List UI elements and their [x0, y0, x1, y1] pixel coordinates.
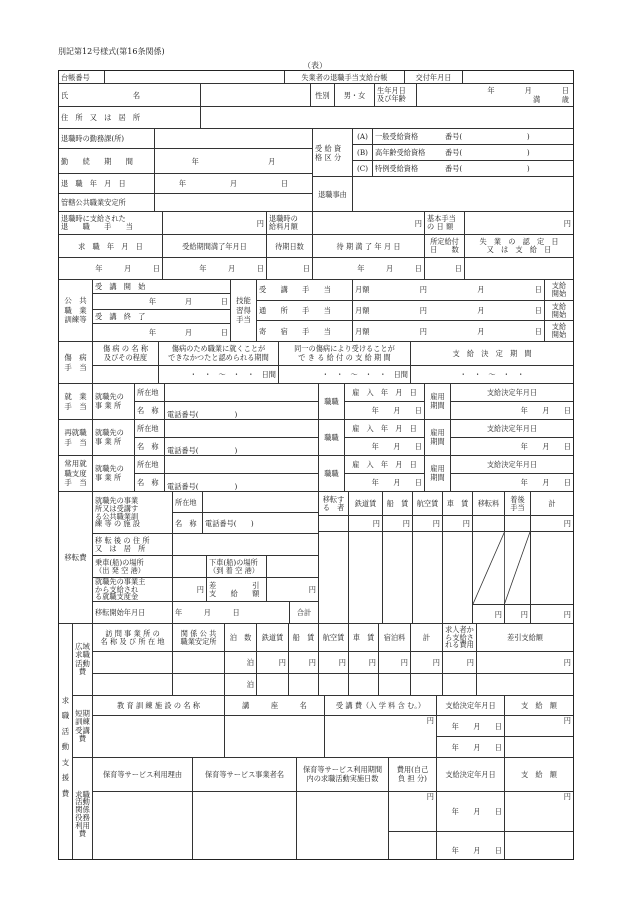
move-total-label: 合計	[296, 608, 312, 617]
training-start-label: 受 講 開 始	[93, 280, 230, 294]
recognition-date-header: 失 業 の 認 定 日 又 は 支 給 日	[479, 236, 559, 254]
qual-a-label: 一般受給資格	[375, 132, 419, 141]
short-col-decide: 支給決定年月日	[437, 696, 505, 715]
commute-allowance-label: 通 所 手 当	[257, 301, 353, 321]
move-ship-blank	[383, 532, 413, 623]
emp3-location-label: 所在地	[135, 456, 165, 473]
wide-office-field-2[interactable]	[173, 674, 225, 695]
move-new-address-field[interactable]	[173, 534, 318, 555]
move-col-arrival: 着後 手当	[505, 492, 531, 515]
short-decide-field-1[interactable]: 年 月 日	[437, 716, 504, 737]
row-name	[59, 84, 573, 107]
qual-a-number: 番号( )	[445, 132, 530, 141]
short-amount-field-2[interactable]	[505, 737, 573, 757]
move-col-ship: 船 賃	[383, 492, 413, 515]
sex-label: 性別	[311, 84, 335, 106]
care-provider-field[interactable]	[193, 792, 297, 860]
same-injury-field[interactable]: ・ ・ ～ ・ ・ 日間	[279, 366, 411, 383]
office-label: 管轄公共職業安定所	[59, 194, 155, 211]
emp3-decide-label: 支給決定年月日	[451, 456, 573, 474]
move-rail-blank	[349, 532, 383, 623]
lecture-pay-start: 支給 開始	[551, 280, 567, 298]
lodging-allowance-label: 寄 宿 手 当	[257, 321, 353, 341]
recognition-date-field[interactable]	[465, 258, 573, 279]
training-row-commute	[257, 301, 573, 322]
short-amount-field-1[interactable]: 円	[505, 716, 573, 737]
benefit-days-field[interactable]: 日	[425, 258, 465, 279]
base-yen-unit: 円	[563, 218, 571, 228]
section-moving-expenses	[59, 492, 573, 624]
move-fee-field[interactable]: 円	[473, 605, 505, 623]
reason-field[interactable]	[353, 177, 573, 211]
emp2-hire-period: 雇用 期間	[425, 420, 451, 455]
skill-allowance-label: 技能 習得 手当	[231, 280, 257, 341]
lodging-pay-start: 支給 開始	[551, 322, 567, 340]
lecture-yen: 円	[419, 285, 427, 295]
subsection-care-services	[73, 758, 573, 860]
move-board-label: 乗車(船)の場所 （出 発 空 港）	[93, 556, 173, 577]
move-alight-field[interactable]	[267, 556, 318, 577]
emp3-decide-field[interactable]: 年 月 日	[520, 478, 571, 487]
qual-a-mark: (A)	[353, 129, 373, 144]
wide-nights-field-2[interactable]: 泊	[225, 674, 257, 695]
move-mover-field[interactable]	[319, 516, 349, 531]
care-col-amount: 支 給 額	[521, 770, 557, 779]
lecture-allowance-label: 受 講 手 当	[257, 280, 353, 300]
waiting-days-field[interactable]: 日	[267, 258, 313, 279]
emp2-hire-date-field[interactable]: 年 月 日	[371, 442, 422, 451]
emp3-workplace-label: 就職先の 事 業 所	[93, 456, 135, 491]
wide-col-nights: 泊 数	[225, 624, 257, 651]
emp1-location-label: 所在地	[135, 384, 165, 401]
base-daily-field[interactable]	[465, 212, 573, 234]
training-end-field[interactable]: 年 月 日	[148, 328, 228, 337]
care-col-decide: 支給決定年月日	[437, 758, 505, 791]
commute-month: 月	[477, 306, 485, 315]
move-air-field[interactable]: 円	[413, 516, 443, 531]
retire-date-label: 退 職 年 月 日	[59, 174, 155, 193]
emp2-hire-label: 職職	[319, 420, 345, 455]
training-end-label: 受 講 終 了	[93, 310, 230, 324]
side-label: （表）	[303, 61, 327, 70]
move-col-air: 航空賃	[413, 492, 443, 515]
paid-allowance-field[interactable]	[163, 212, 267, 234]
sex-field[interactable]: 男・女	[335, 84, 375, 106]
training-start-field[interactable]: 年 月 日	[93, 294, 230, 310]
issue-date-field[interactable]	[463, 71, 573, 83]
qual-b-number: 番号( )	[445, 148, 530, 157]
wide-col-total: 計	[411, 624, 443, 651]
wide-employer-field-2[interactable]	[443, 674, 477, 695]
age-unit: 満 歳	[533, 95, 569, 104]
care-amount-field-2[interactable]	[505, 832, 573, 861]
wide-col-net: 差引支給額	[507, 633, 543, 642]
moving-expenses-label: 移転費	[59, 492, 93, 623]
move-mover-blank	[319, 532, 349, 623]
section-employment-allowance	[59, 384, 573, 420]
wide-nights-field-1[interactable]: 泊	[225, 652, 257, 673]
emp3-hire-label: 職職	[319, 456, 345, 491]
wide-office-field-1[interactable]	[173, 652, 225, 673]
emp3-hire-date-field[interactable]: 年 月 日	[371, 478, 422, 487]
move-deduct-field[interactable]: 円	[308, 585, 316, 594]
office-field[interactable]	[155, 194, 312, 211]
move-ship-field[interactable]: 円	[383, 516, 413, 531]
claim-date-header: 求 職 年 月 日	[59, 235, 163, 257]
emp1-name-label: 名 称	[135, 402, 165, 419]
short-col-amount: 支 給 額	[521, 701, 557, 710]
wide-col-lodging: 宿泊料	[379, 624, 411, 651]
service-label: 勤 続 期 間	[59, 149, 155, 173]
base-daily-label: 基本手当 の 日 額	[425, 212, 465, 234]
move-alight-label: 下車(船)の場所 （到 着 空 港）	[207, 556, 267, 577]
move-air-blank	[413, 532, 443, 623]
employment-allowance-label: 就 業 手 当	[59, 384, 93, 419]
wide-net-field-2[interactable]	[477, 674, 573, 695]
move-fee-top	[473, 516, 505, 531]
emp1-decide-label: 支給決定年月日	[451, 384, 573, 402]
retirement-allowance-ledger-form	[58, 70, 574, 860]
wide-col-visit: 訪 問 事 業 所 の 名 称 及 び 所 在 地	[93, 624, 173, 651]
care-col-days: 保育等サービス利用期間 内の求職活動実施日数	[297, 758, 389, 791]
ledger-no-field[interactable]	[105, 71, 285, 83]
decision-period-field[interactable]: ・ ・ ～ ・ ・	[459, 370, 525, 379]
wide-total-field-2[interactable]	[411, 674, 443, 695]
short-col-fee: 受 講 費（入 学 料 含 む。）	[325, 696, 437, 715]
qual-row-b[interactable]	[353, 145, 573, 161]
wide-car-field-1[interactable]: 円	[349, 652, 379, 673]
qual-row-a[interactable]	[353, 129, 573, 145]
wide-visit-field-1[interactable]	[93, 652, 173, 673]
move-location-field[interactable]	[203, 492, 318, 512]
wide-lodging-field-2[interactable]	[379, 674, 411, 695]
lecture-day: 日	[534, 285, 542, 295]
claim-date-field[interactable]: 年 月 日	[59, 258, 163, 279]
emp2-name-label: 名 称	[135, 438, 165, 455]
commute-day: 日	[534, 306, 542, 315]
short-training-label: 短期 訓練 受講 費	[73, 696, 93, 757]
move-col-total: 計	[548, 499, 556, 508]
qual-b-mark: (B)	[353, 145, 373, 160]
care-reason-field[interactable]	[93, 792, 193, 860]
section-job-search-support	[59, 624, 573, 860]
job-search-support-label: 求 職 活 動 支 援 費	[59, 624, 73, 860]
lodging-allowance-field[interactable]	[353, 321, 545, 341]
move-col-moving-fee: 移転料	[473, 492, 505, 515]
retire-date-field[interactable]	[155, 174, 312, 193]
wide-total-field-1[interactable]: 円	[411, 652, 443, 673]
care-amount-field-1[interactable]: 円	[505, 792, 573, 832]
wide-rail-field-1[interactable]: 円	[257, 652, 289, 673]
care-cost-field-2[interactable]	[389, 832, 436, 861]
emp1-decide-field[interactable]: 年 月 日	[520, 406, 571, 415]
move-prep-field[interactable]: 円	[173, 578, 207, 601]
row-allowance	[59, 212, 573, 235]
move-col-mover: 移転す る 者	[319, 492, 349, 515]
emp2-location-field[interactable]	[165, 420, 318, 437]
move-location-label: 所在地	[173, 492, 203, 512]
retire-day-unit: 日	[280, 179, 289, 188]
move-board-field[interactable]	[173, 556, 207, 577]
move-car-field[interactable]: 円	[443, 516, 473, 531]
move-total-field[interactable]: 円	[563, 519, 571, 528]
lodging-yen: 円	[419, 326, 427, 336]
move-new-address-label: 移 転 後 の 住 所 又 は 居 所	[93, 534, 173, 555]
short-col-course: 講 座 名	[225, 696, 325, 715]
service-year-unit: 年	[191, 156, 199, 166]
ledger-title: 失業者の退職手当支給台帳	[285, 71, 405, 83]
emp1-hire-date-field[interactable]: 年 月 日	[371, 406, 422, 415]
subsection-wide-area	[73, 624, 573, 696]
emp2-workplace-label: 就職先の 事 業 所	[93, 420, 135, 455]
emp3-location-field[interactable]	[165, 456, 318, 473]
dept-label: 退職時の勤務課(所)	[59, 129, 155, 148]
qual-c-label: 特例受給資格	[375, 164, 419, 173]
row-employment-block	[59, 129, 573, 212]
training-row-lecture	[257, 280, 573, 301]
row-ledger-header	[59, 71, 573, 84]
wide-col-air: 航空賃	[319, 624, 349, 651]
birth-label: 生年月日 及び年齢	[375, 84, 417, 106]
emp2-decide-label: 支給決定年月日	[451, 420, 573, 438]
section-training	[59, 280, 573, 342]
name-field[interactable]	[201, 84, 311, 106]
lodging-month-amount: 月額	[355, 326, 370, 336]
emp2-phone-field[interactable]: 電話番号( )	[167, 446, 238, 455]
short-fee-field[interactable]: 円	[325, 716, 437, 757]
move-prep-label: 就職先の事業主 から支給され る就職支度金	[93, 578, 173, 601]
period-end-header: 受給期間満了年月日	[163, 235, 267, 257]
wide-rail-field-2[interactable]	[257, 674, 289, 695]
birth-month-unit: 月	[524, 86, 532, 95]
move-start-date-field[interactable]: 年 月 日	[173, 602, 290, 623]
care-col-provider: 保育等サービス事業者名	[193, 758, 297, 791]
training-row-lodging	[257, 321, 573, 341]
wide-area-label: 広域 求職 活動 費	[73, 624, 93, 695]
commute-pay-start: 支給 開始	[551, 301, 567, 319]
short-course-field[interactable]	[225, 716, 325, 757]
wide-employer-field-1[interactable]: 円	[443, 652, 477, 673]
salary-yen-unit: 円	[414, 218, 422, 228]
subsection-short-training	[73, 696, 573, 758]
period-end-field[interactable]: 年 月 日	[163, 258, 267, 279]
emp1-hire-date-label: 雇 入 年 月 日	[345, 384, 424, 402]
ledger-no-label: 台帳番号	[59, 71, 105, 83]
sickness-period-header: 傷病のため職業に就くことが できなかつたと認められる期間	[159, 342, 279, 365]
benefit-days-header: 所定給付 日 数	[425, 235, 465, 257]
move-start-date-label: 移転開始年月日	[93, 602, 173, 623]
move-deduct-label: 差 引 支 給 額	[207, 578, 267, 601]
wide-air-field-1[interactable]: 円	[319, 652, 349, 673]
waiting-end-field[interactable]: 年 月 日	[313, 258, 425, 279]
emp3-hire-period: 雇用 期間	[425, 456, 451, 491]
sickness-name-field[interactable]	[93, 366, 159, 383]
care-services-label: 求職 活動 関係 役務 利用 費	[73, 758, 93, 860]
reason-label: 退職事由	[313, 177, 353, 211]
wide-ship-field-2[interactable]	[289, 674, 319, 695]
wide-col-car: 車 賃	[349, 624, 379, 651]
short-facility-field[interactable]	[93, 716, 225, 757]
row-claim-values	[59, 258, 573, 280]
recv-class-label: 受 給 資 格 区 分	[313, 129, 353, 176]
care-days-field[interactable]	[297, 792, 389, 860]
wide-col-ship: 船 賃	[289, 624, 319, 651]
move-col-rail: 鉄道賃	[349, 492, 383, 515]
care-cost-field-1[interactable]: 円	[389, 792, 436, 832]
section-sickness	[59, 342, 573, 384]
address-field[interactable]	[201, 107, 573, 128]
move-grand-total-field[interactable]: 円	[563, 609, 571, 619]
qual-c-number: 番号( )	[445, 164, 530, 173]
waiting-days-header: 待期日数	[267, 235, 313, 257]
emp1-hire-label: 職職	[319, 384, 345, 419]
wide-ship-field-1[interactable]: 円	[289, 652, 319, 673]
move-arrival-top	[505, 516, 531, 531]
move-workplace-label: 就職先の事業 所又は受講す る公共職業訓 練 等 の 施 設	[93, 492, 173, 533]
section-employment-prep-allowance	[59, 456, 573, 492]
qual-c-mark: (C)	[353, 161, 373, 176]
name-label: 氏 名	[59, 84, 201, 106]
emp3-hire-date-label: 雇 入 年 月 日	[345, 456, 424, 474]
short-decide-field-2[interactable]: 年 月 日	[451, 742, 502, 752]
retire-year-unit: 年	[178, 179, 187, 188]
emp3-name-label: 名 称	[135, 474, 165, 491]
same-injury-header: 同一の傷病により受けることが で き る 給 付 の 支 給 期 間	[279, 342, 411, 365]
paid-allowance-label: 退職時に支給された 退 職 手 当	[59, 212, 163, 234]
move-arrival-field[interactable]: 円	[520, 609, 528, 619]
row-claim-header	[59, 235, 573, 258]
move-phone-field[interactable]: 電話番号( )	[205, 518, 254, 528]
birth-year-unit: 年	[487, 86, 495, 95]
service-month-unit: 月	[268, 156, 276, 166]
move-total-blank	[531, 532, 573, 605]
wide-col-rail: 鉄道賃	[257, 624, 289, 651]
move-diagonal-strikethrough	[473, 532, 530, 605]
birth-field[interactable]	[417, 84, 573, 106]
wide-col-office: 関 係 公 共 職業安定所	[173, 624, 225, 651]
paid-yen-unit: 円	[256, 218, 264, 228]
wide-net-field-1[interactable]: 円	[563, 658, 571, 667]
training-label: 公 共 職 業 訓練等	[59, 280, 93, 341]
wide-car-field-2[interactable]	[349, 674, 379, 695]
sickness-label: 傷 病 手 当	[59, 342, 93, 383]
salary-label: 退職時の 給料月額	[267, 212, 313, 234]
sickness-period-field[interactable]: ・ ・ ～ ・ ・ 日間	[159, 366, 279, 383]
emp1-location-field[interactable]	[165, 384, 318, 401]
lodging-month: 月	[477, 326, 485, 336]
decision-period-header: 支 給 決 定 期 間	[452, 349, 532, 358]
qual-b-label: 高年齢受給資格	[375, 148, 426, 157]
emp1-hire-period: 雇用 期間	[425, 384, 451, 419]
lecture-month: 月	[477, 285, 485, 295]
qual-row-c[interactable]	[353, 161, 573, 176]
issue-date-label: 交付年月日	[405, 71, 463, 83]
commute-allowance-field[interactable]	[353, 301, 545, 321]
emp2-decide-field[interactable]: 年 月 日	[520, 442, 571, 451]
wide-col-employer-paid: 求人者か ら支給さ れる費用	[443, 624, 477, 651]
emp3-phone-field[interactable]: 電話番号( )	[167, 482, 238, 491]
dept-field[interactable]	[155, 129, 312, 148]
move-car-blank	[443, 532, 473, 623]
commute-month-amount: 月額	[355, 306, 370, 315]
reemployment-allowance-label: 再就職 手 当	[59, 420, 93, 455]
birth-day-unit: 日	[561, 86, 569, 95]
emp1-workplace-label: 就職先の 事 業 所	[93, 384, 135, 419]
lodging-day: 日	[534, 326, 542, 336]
care-col-reason: 保育等サービス利用理由	[93, 758, 193, 791]
service-field[interactable]	[155, 149, 312, 173]
wide-air-field-2[interactable]	[319, 674, 349, 695]
retire-month-unit: 月	[229, 179, 238, 188]
care-decide-field-1[interactable]: 年 月 日	[437, 792, 504, 832]
move-col-car: 車 賃	[443, 492, 473, 515]
move-name-label: 名 称	[173, 513, 203, 533]
wide-visit-field-2[interactable]	[93, 674, 173, 695]
care-col-cost: 費用(自己 負 担 分)	[389, 758, 437, 791]
form-note: 別記第12号様式(第16条関係)	[58, 47, 165, 56]
wide-lodging-field-1[interactable]: 円	[379, 652, 411, 673]
short-col-facility: 教 育 訓 練 施 設 の 名 称	[93, 696, 225, 715]
care-decide-field-2[interactable]: 年 月 日	[451, 846, 502, 856]
lecture-month-amount: 月額	[355, 285, 370, 295]
commute-yen: 円	[419, 306, 427, 315]
address-label: 住 所 又 は 居 所	[59, 107, 201, 128]
move-rail-field[interactable]: 円	[349, 516, 383, 531]
waiting-end-header: 待 期 満 了 年 月 日	[313, 235, 425, 257]
lecture-allowance-field[interactable]	[353, 280, 545, 300]
employment-prep-allowance-label: 常用就 職支度 手 当	[59, 456, 93, 491]
section-reemployment-allowance	[59, 420, 573, 456]
emp2-hire-date-label: 雇 入 年 月 日	[345, 420, 424, 438]
emp1-phone-field[interactable]: 電話番号( )	[167, 410, 238, 419]
sickness-name-header: 傷 病 の 名 称 及びその程度	[93, 342, 159, 365]
salary-field[interactable]	[313, 212, 425, 234]
emp2-location-label: 所在地	[135, 420, 165, 437]
row-address	[59, 107, 573, 129]
